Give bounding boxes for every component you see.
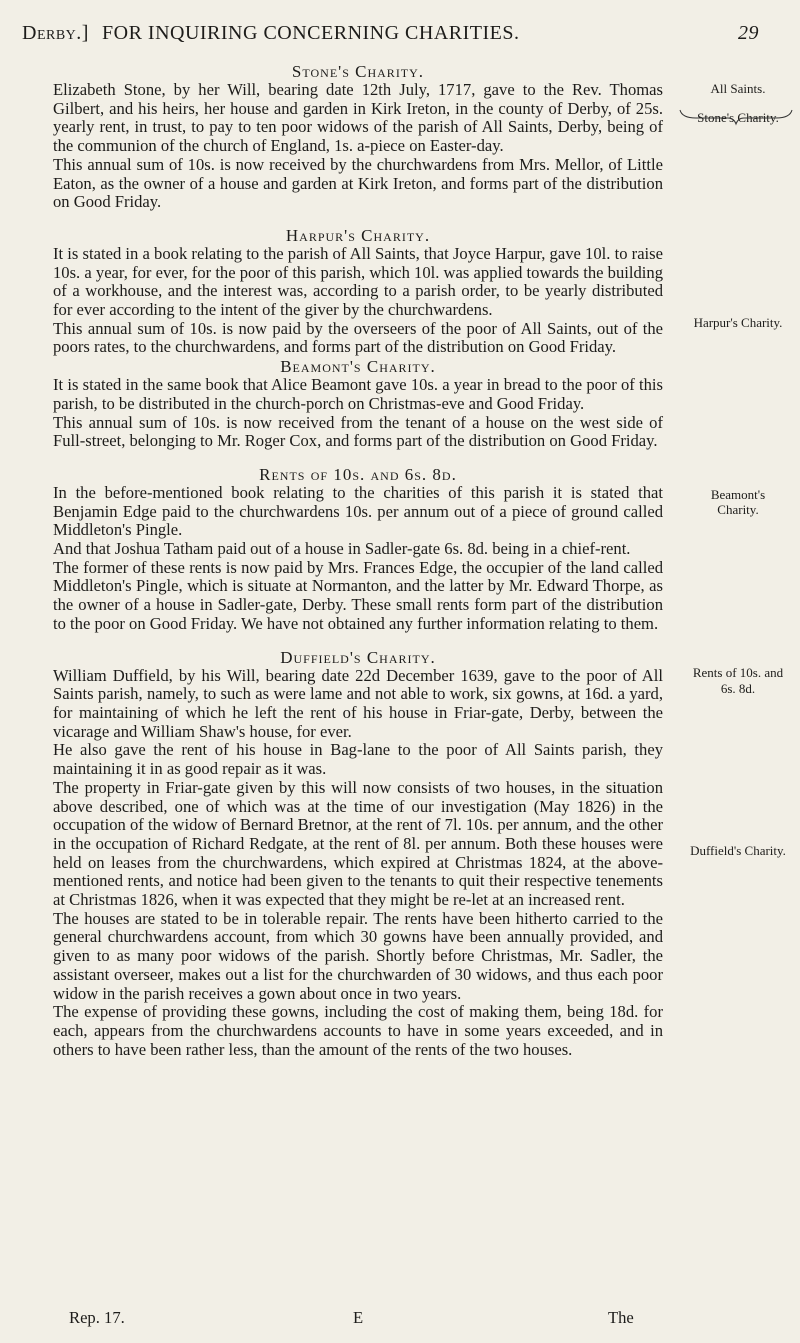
margin-note-harpurs: Harpur's Charity.: [693, 315, 783, 330]
stones-paragraph-1: Elizabeth Stone, by her Will, bearing date 12th July, 1717, gave to the Rev. Thomas Gilbert, and his heirs, her house and garden in Kirk Ireton, in the county of Derby, of 25s. yearly rent, in trust, to pay to ten poor widows of the parish of All Saints, Derby, being of the communion of the church of England, 1s. a-piece on Easter-day.: [53, 80, 663, 156]
margin-note-stones: Stone's Charity.: [697, 110, 779, 125]
page-footer: [53, 1308, 663, 1330]
duffields-paragraph-1: William Duffield, by his Will, bearing date 22d December 1639, gave to the poor of All Saints parish, namely, to such as were lame and not able to work, six gowns, at 16d. a yard, for maintaining of which he left the rent of his house in Friar-gate, Derby, between the vicarage and William Shaw's house, for ever.: [53, 665, 663, 741]
section-title-beamonts: Beamont's Charity.: [280, 357, 436, 377]
header-county: Derby.]: [22, 22, 89, 44]
rents-paragraph-1: In the before-mentioned book relating to the charities of this parish it is stated that Benjamin Edge paid to the churchwardens 10s. per annum out of a piece of ground called Middleton's Pingle.: [53, 482, 663, 540]
duffields-paragraph-5: The expense of providing these gowns, including the cost of making them, being 18d. for each, appears from the churchwardens accounts to have in some years exceeded, and in others to have been rather less, than the amount of the rents of the two houses.: [53, 1002, 663, 1059]
margin-note-beamonts-2: Charity.: [717, 502, 759, 517]
section-title-rents: Rents of 10s. and 6s. 8d.: [259, 464, 457, 484]
duffields-paragraph-3: The property in Friar-gate given by this will now consists of two houses, in the situation above described, one of which was at the time of our investigation (May 1826) in the occupation of the widow of Bernard Bretnor, at the rent of 7l. 10s. per annum, and the other in the occupation of Richard Redgate, at the rent of 8l. per annum. Both these houses were held on leases from the churchwardens, which expired at Christmas 1824, at the above-mentioned rents, and notice had been given to the tenants to quit their respective tenements at Christmas 1826, when it was expected that they might be re-let at an increased rent.: [53, 777, 663, 910]
section-title-harpurs: Harpur's Charity.: [285, 225, 431, 245]
catchword: The: [608, 1308, 634, 1327]
rents-paragraph-3: The former of these rents is now paid by Mrs. Frances Edge, the occupier of the land called Middleton's Pingle, which is situate at Normanton, and the latter by Mr. Edward Thorpe, as the owner of a house in Sadler-gate, Derby. These small rents form part of the distribution to the poor on Good Friday. We have not obtained any further information relating to them.: [53, 557, 663, 633]
rents-paragraph-2: And that Joshua Tatham paid out of a house in Sadler-gate 6s. 8d. being in a chief-rent.: [53, 539, 631, 559]
report-number: Rep. 17.: [69, 1308, 125, 1327]
duffields-paragraph-4: The houses are stated to be in tolerable repair. The rents have been hitherto carried to the general churchwardens account, from which 30 gowns have been annually provided, and given to as many poor widows of the parish. Shortly before Christmas, Mr. Sadler, the assistant overseer, makes out a list for the churchwarden of 30 widows, and thus each poor widow in the parish receives a gown about once in two years.: [53, 908, 663, 1003]
stones-paragraph-2: This annual sum of 10s. is now received by the churchwardens from Mrs. Mellor, of Little Eaton, as the owner of a house and garden at Kirk Ireton, and forms part of the distribution on Good Friday.: [53, 154, 663, 212]
duffields-paragraph-2: He also gave the rent of his house in Bag-lane to the poor of All Saints parish, they maintaining it in as good repair as it was.: [53, 740, 663, 779]
margin-note-all-saints: All Saints.: [710, 81, 766, 96]
page-body: [53, 62, 663, 1059]
harpurs-paragraph-1: It is stated in a book relating to the parish of All Saints, that Joyce Harpur, gave 10l. to raise 10s. a year, for ever, for the poor of this parish, which 10l. was applied towards the building of a workhouse, and the interest was, according to a parish order, to be yearly distributed for ever according to the intent of the giver by the churchwardens.: [53, 243, 663, 320]
margin-note-beamonts-1: Beamont's: [710, 487, 766, 502]
section-title-stones: Stone's Charity.: [291, 62, 425, 81]
margin-note-rents-2: 6s. 8d.: [720, 681, 756, 696]
beamonts-paragraph-1: It is stated in the same book that Alice Beamont gave 10s. a year in bread to the poor of this parish, to be distributed in the church-porch on Christmas-eve and Good Friday.: [53, 375, 663, 413]
signature-mark: E: [353, 1308, 364, 1327]
running-header: [22, 22, 782, 52]
page-number: 29: [738, 22, 759, 44]
section-title-duffields: Duffield's Charity.: [280, 647, 436, 667]
harpurs-paragraph-2: This annual sum of 10s. is now paid by the overseers of the poor of All Saints, out of the poors rates, to the churchwardens, and forms part of the distribution on Good Friday.: [53, 318, 663, 357]
margin-note-duffields: Duffield's Charity.: [690, 843, 786, 858]
brace-icon: [676, 108, 796, 128]
beamonts-paragraph-2: This annual sum of 10s. is now received from the tenant of a house on the west side of Full-street, belonging to Mr. Roger Cox, and forms part of the distribution on Good Friday.: [53, 412, 663, 451]
header-title: FOR INQUIRING CONCERNING CHARITIES.: [102, 22, 520, 44]
margin-note-rents-1: Rents of 10s. and: [692, 665, 784, 680]
